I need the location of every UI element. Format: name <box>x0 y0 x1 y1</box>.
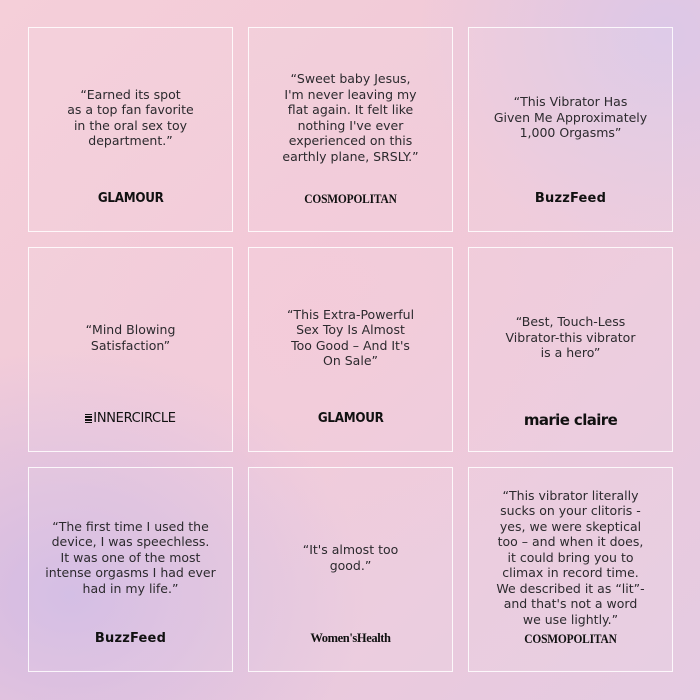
innercircle-logo: INNERCIRCLE <box>85 411 175 426</box>
testimonial-card <box>28 247 233 452</box>
glamour-logo: GLAMOUR <box>97 191 164 206</box>
testimonial-quote: “Earned its spot as a top fan favorite in the oral sex toy department.” <box>67 86 194 148</box>
womens-health-logo: Women'sHealth <box>310 631 391 645</box>
testimonial-card <box>28 467 233 672</box>
testimonial-quote: “The first time I used the device, I was speechless. It was one of the most intense orgasms I had ever had in my life.” <box>45 518 216 596</box>
cosmopolitan-logo: COSMOPOLITAN <box>304 191 397 206</box>
cosmopolitan-logo: COSMOPOLITAN <box>524 631 617 646</box>
buzzfeed-logo: BuzzFeed <box>534 191 607 206</box>
marie-claire-logo: marie claire <box>523 411 618 429</box>
testimonial-card <box>248 247 453 452</box>
testimonial-quote: “Mind Blowing Satisfaction” <box>85 322 176 353</box>
testimonial-card <box>248 27 453 232</box>
testimonial-card <box>248 467 453 672</box>
testimonial-quote: “It's almost too good.” <box>302 542 399 573</box>
testimonial-quote: “Best, Touch-Less Vibrator-this vibrator is a hero” <box>505 314 636 361</box>
testimonial-card <box>468 27 673 232</box>
testimonial-quote: “This Vibrator Has Given Me Approximately 1,000 Orgasms” <box>493 94 648 141</box>
testimonial-card <box>468 467 673 672</box>
testimonial-card <box>468 247 673 452</box>
testimonial-grid <box>28 27 673 672</box>
testimonial-card <box>28 27 233 232</box>
bars-icon <box>85 414 92 424</box>
testimonial-quote: “This Extra-Powerful Sex Toy Is Almost Too Good – And It's On Sale” <box>286 306 415 368</box>
testimonial-quote: “Sweet baby Jesus, I'm never leaving my flat again. It felt like nothing I've ever experienced on this earthly plane, SRSLY.” <box>282 71 419 164</box>
glamour-logo: GLAMOUR <box>317 411 384 426</box>
buzzfeed-logo: BuzzFeed <box>94 631 167 646</box>
testimonial-quote: “This vibrator literally sucks on your clitoris - yes, we were skeptical too – and when it does, it could bring you to climax in record time. We described it as “lit”- and that's not a word we use lightly.” <box>496 487 645 627</box>
